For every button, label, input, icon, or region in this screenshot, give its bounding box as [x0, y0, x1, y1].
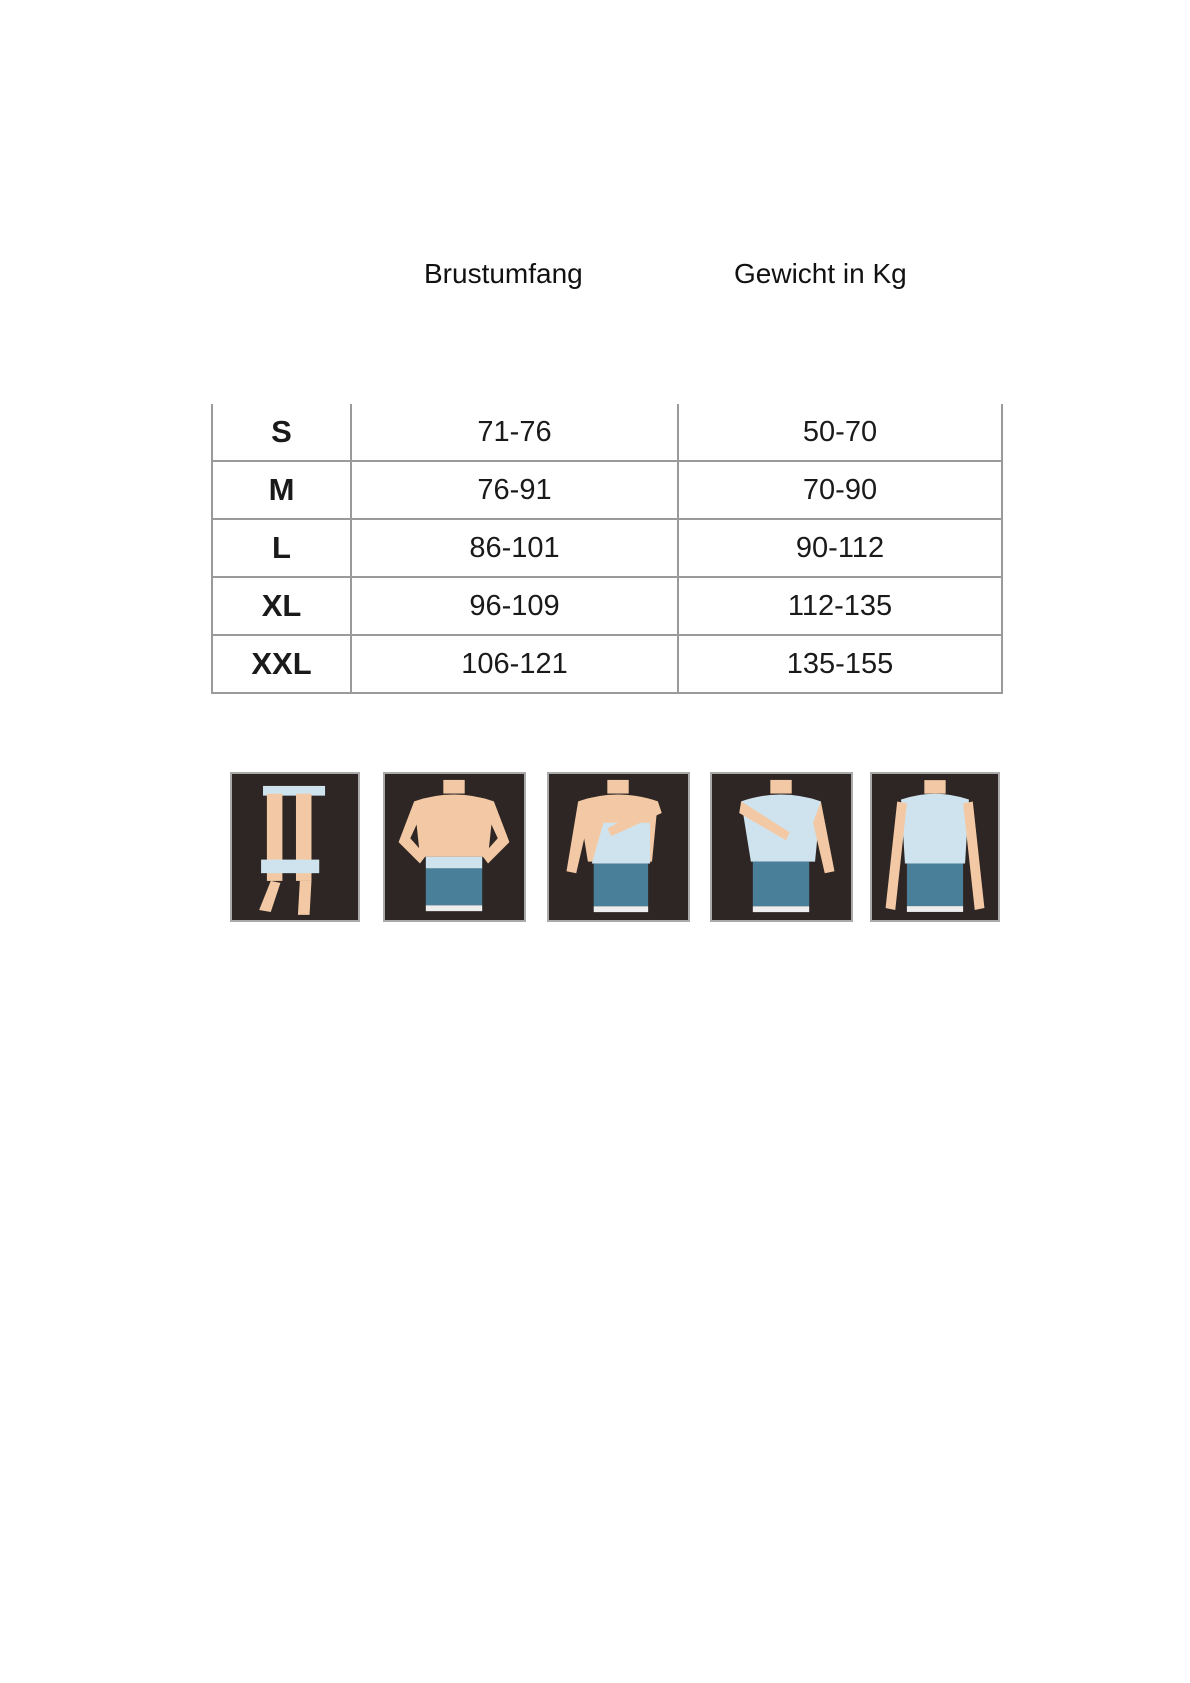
table-row: [212, 519, 1002, 577]
table-row: [212, 635, 1002, 693]
size-cell: XXL: [212, 635, 351, 693]
size-cell: M: [212, 461, 351, 519]
weight-cell: 135-155: [678, 635, 1002, 693]
chest-cell: 86-101: [351, 519, 678, 577]
chest-header: Brustumfang: [424, 258, 583, 289]
table-row: [212, 577, 1002, 635]
chest-cell: 76-91: [351, 461, 678, 519]
step-legs-into-garment-icon: [230, 772, 360, 922]
step-second-shoulder-strap-icon: [710, 772, 853, 922]
size-cell: XL: [212, 577, 351, 635]
weight-cell: 50-70: [678, 404, 1002, 461]
step-pull-shoulder-strap-icon: [547, 772, 690, 922]
size-cell: L: [212, 519, 351, 577]
size-table: [211, 404, 1003, 694]
chest-cell: 71-76: [351, 404, 678, 461]
chest-cell: 106-121: [351, 635, 678, 693]
size-cell: S: [212, 404, 351, 461]
step-pull-up-waist-icon: [383, 772, 526, 922]
weight-header: Gewicht in Kg: [734, 258, 907, 289]
chest-cell: 96-109: [351, 577, 678, 635]
table-row: [212, 461, 1002, 519]
dressing-steps: [230, 772, 980, 924]
weight-cell: 90-112: [678, 519, 1002, 577]
table-row: [212, 404, 1002, 461]
step-fully-worn-icon: [870, 772, 1000, 922]
weight-cell: 70-90: [678, 461, 1002, 519]
weight-cell: 112-135: [678, 577, 1002, 635]
